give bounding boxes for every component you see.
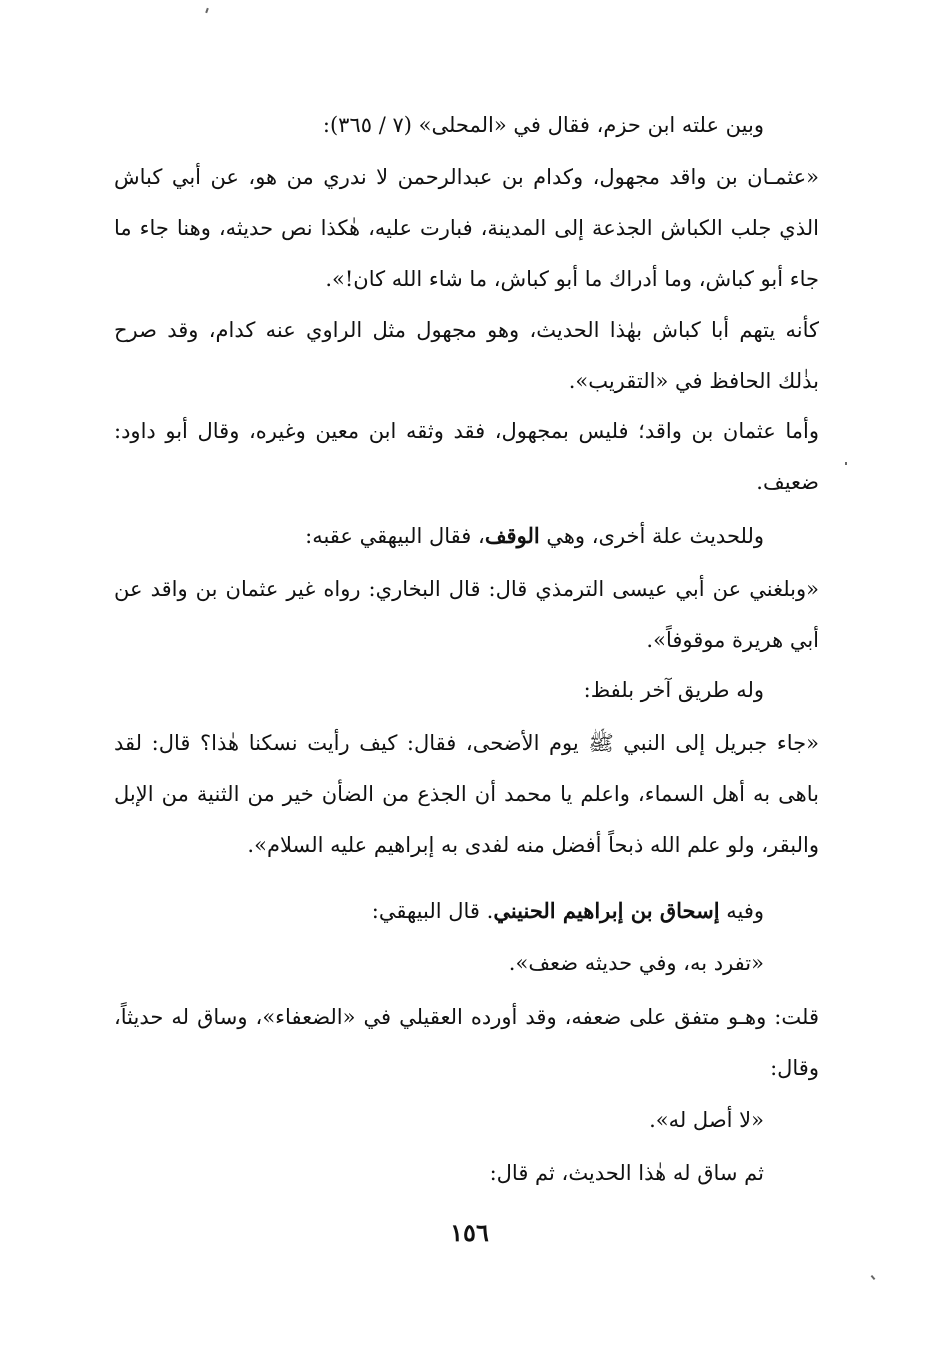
- paragraph-uqayli-weak: [114, 992, 819, 1094]
- paragraph-text: وأما عثمان بن واقد؛ فليس بمجهول، فقد وثقه ابن معين وغيره، وقال أبو داود: ضعيف.: [114, 419, 819, 494]
- paragraph-text: كأنه يتهم أبا كباش بهٰذا الحديث، وهو مجهول مثل الراوي عنه كدام، وقد صرح بذٰلك الحافظ في «التقريب».: [114, 318, 819, 393]
- paragraph-text: وله طريق آخر بلفظ:: [583, 678, 764, 702]
- paragraph-text: قلت: وهـو متفق على ضعفه، وقد أورده العقيلي في «الضعفاء»، وساق له حديثاً، وقال:: [114, 1005, 819, 1080]
- bold-term: الوقف: [484, 523, 540, 548]
- paragraph-text: وفيه: [719, 899, 764, 923]
- paragraph-text: ، فقال البيهقي عقبه:: [305, 524, 485, 548]
- paragraph-text: وللحديث علة أخرى، وهي: [539, 524, 764, 548]
- paragraph-text: «تفرد به، وفي حديثه ضعف».: [508, 951, 764, 975]
- paragraph-no-origin: [114, 1095, 764, 1146]
- paragraph-text: وبين علته ابن حزم، فقال في «المحلى» (٧ / ٣٦٥):: [322, 113, 764, 137]
- scan-speck: [205, 8, 209, 13]
- scan-speck: [845, 462, 847, 465]
- paragraph-text: «وبلغني عن أبي عيسى الترمذي قال: قال البخاري: رواه غير عثمان بن واقد عن أبي هريرة موقوفاً».: [114, 577, 819, 652]
- page-number: ١٥٦: [450, 1218, 489, 1247]
- bold-term: إسحاق بن إبراهيم الحنيني: [493, 898, 720, 923]
- paragraph-text: «جاء جبريل إلى النبي ﷺ يوم الأضحى، فقال: كيف رأيت نسكنا هٰذا؟ قال: لقد باهى به أهل السماء، واعلم يا محمد أن الجذع من الضأن خير من الثنية من الإبل والبقر، ولو علم الله ذبحاً أفضل منه لفدى به إبراهيم عليه السلام».: [114, 731, 819, 857]
- paragraph-another-route: [114, 665, 764, 716]
- paragraph-tirmidhi-report: [114, 564, 819, 666]
- paragraph-tafarrud: [114, 938, 764, 989]
- paragraph-text: ثم ساق له هٰذا الحديث، ثم قال:: [489, 1161, 764, 1185]
- paragraph-uthman-bin-waqid: [114, 406, 819, 508]
- paragraph-jibril-hadith: [114, 718, 819, 871]
- paragraph-waqf-defect: [114, 510, 764, 562]
- paragraph-quote-muhalla: [114, 152, 819, 305]
- paragraph-then-narrated: [114, 1148, 764, 1199]
- scan-speck: [871, 1275, 876, 1280]
- paragraph-ishaq-hunayni: [114, 885, 764, 937]
- paragraph-text: «عثمـان بن واقد مجهول، وكدام بن عبدالرحمن لا ندري من هو، عن أبي كباش الذي جلب الكباش الجذعة إلى المدينة، فبارت عليه، هٰكذا نص حديثه، وهنا جاء ما جاء أبو كباش، وما أدراك ما أبو كباش، ما شاء الله كان!».: [114, 165, 819, 291]
- paragraph-ibn-hazm-intro: [114, 100, 764, 151]
- paragraph-text: «لا أصل له».: [649, 1108, 764, 1132]
- paragraph-text: . قال البيهقي:: [371, 899, 494, 923]
- paragraph-abu-kibash: [114, 305, 819, 407]
